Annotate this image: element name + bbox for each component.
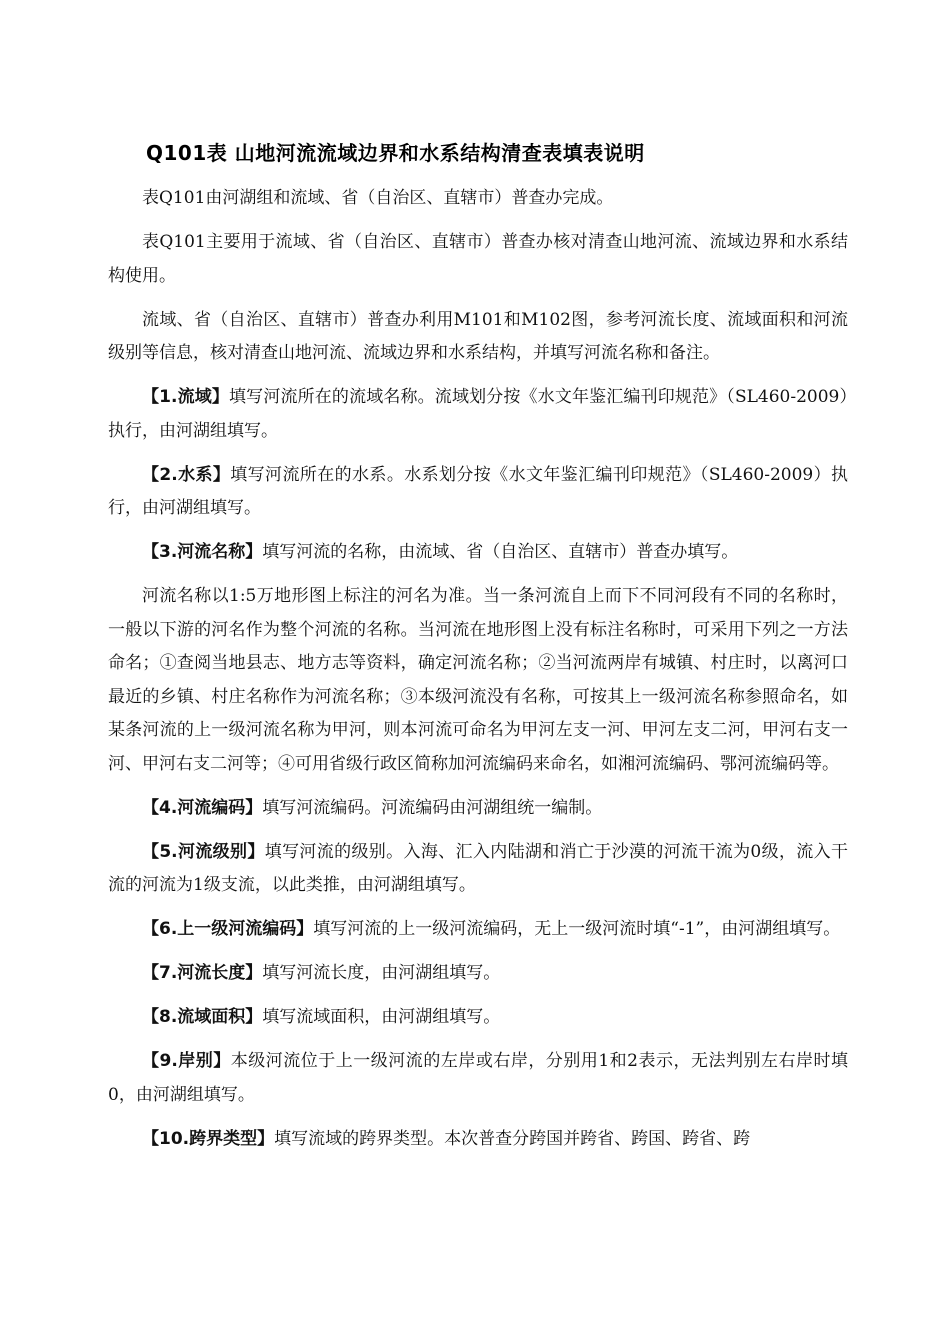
document-page [108,138,848,1167]
item-text: 填写河流的上一级河流编码，无上一级河流时填“-1”，由河湖组填写。 [313,919,841,939]
item-label: 【2.水系】 [142,464,231,485]
item-text: 填写河流的名称，由流域、省（自治区、直辖市）普查办填写。 [262,542,739,562]
item-label: 【7.河流长度】 [142,963,263,983]
item-text: 本级河流位于上一级河流的左岸或右岸，分别用1和2表示，无法判别左右岸时填0，由河湖组填写。 [108,1051,848,1105]
item-cross-border-type [108,1123,848,1157]
item-label: 【3.河流名称】 [142,542,263,562]
river-naming-rules [108,580,848,781]
item-river-code [108,792,848,826]
item-label: 【5.河流级别】 [142,841,265,862]
item-text: 填写河流所在的流域名称。流域划分按《水文年鉴汇编刊印规范》（SL460-2009）执行，由河湖组填写。 [108,387,848,441]
item-label: 【6.上一级河流编码】 [142,919,314,939]
item-text: 河流名称以1:5万地形图上标注的河名为准。当一条河流自上而下不同河段有不同的名称时，一般以下游的河名作为整个河流的名称。当河流在地形图上没有标注名称时，可采用下列之一方法命名；①查阅当地县志、地方志等资料，确定河流名称；②当河流两岸有城镇、村庄时，以离河口最近的乡镇、村庄名称作为河流名称；③本级河流没有名称，可按其上一级河流名称参照命名，如某条河流的上一级河流名称为甲河，则本河流可命名为甲河左支一河、甲河左支二河，甲河右支一河、甲河右支二河等；④可用省级行政区简称加河流编码来命名，如湘河流编码、鄂河流编码等。 [108,586,848,774]
item-label: 【10.跨界类型】 [142,1128,275,1149]
item-basin [108,381,848,448]
item-basin-area [108,1001,848,1035]
item-river-length [108,957,848,991]
document-title: Q101表 山地河流流域边界和水系结构清查表填表说明 [146,141,645,165]
item-label: 【9.岸别】 [142,1051,231,1071]
intro-paragraph-1: 表Q101由河湖组和流域、省（自治区、直辖市）普查办完成。 [142,188,614,208]
item-label: 【1.流域】 [142,387,230,407]
item-text: 填写河流所在的水系。水系划分按《水文年鉴汇编刊印规范》（SL460-2009）执行，由河湖组填写。 [108,464,848,518]
item-bank [108,1045,848,1112]
item-water-system [108,459,848,526]
item-text: 填写河流编码。河流编码由河湖组统一编制。 [262,797,603,818]
item-parent-river-code [108,913,848,947]
item-text: 填写流域的跨界类型。本次普查分跨国并跨省、跨国、跨省、跨 [274,1128,751,1149]
item-text: 填写河流的级别。入海、汇入内陆湖和消亡于沙漠的河流干流为0级，流入干流的河流为1级支流，以此类推，由河湖组填写。 [108,841,848,895]
item-text: 填写流域面积，由河湖组填写。 [262,1007,501,1027]
intro-paragraph-2: 表Q101主要用于流域、省（自治区、直辖市）普查办核对清查山地河流、流域边界和水系结构使用。 [108,232,848,286]
intro-paragraph-3: 流域、省（自治区、直辖市）普查办利用M101和M102图，参考河流长度、流域面积和河流级别等信息，核对清查山地河流、流域边界和水系结构，并填写河流名称和备注。 [108,309,848,363]
item-text: 填写河流长度，由河湖组填写。 [262,963,501,983]
item-label: 【8.流域面积】 [142,1007,263,1027]
item-river-level [108,836,848,903]
item-river-name [108,536,848,570]
item-label: 【4.河流编码】 [142,797,263,818]
